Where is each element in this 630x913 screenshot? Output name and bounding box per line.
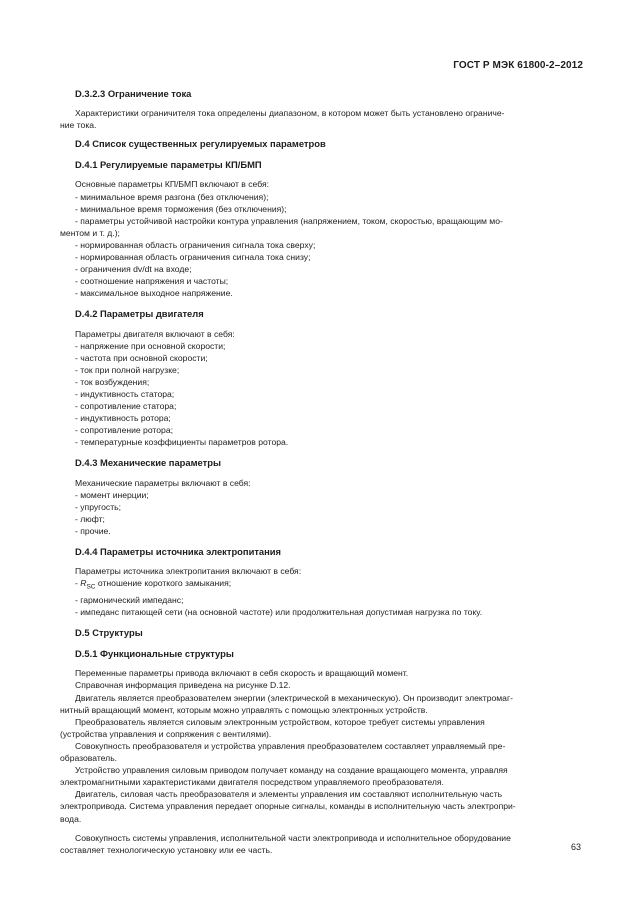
- list-item: - упругость;: [75, 501, 122, 512]
- list-intro: Механические параметры включают в себя:: [75, 477, 251, 488]
- list-item: - импеданс питающей сети (на основной частоте) или продолжительная допустимая нагрузка по току.: [75, 607, 483, 618]
- section-heading-d43: D.4.3 Механические параметры: [75, 457, 221, 469]
- section-heading-d42: D.4.2 Параметры двигателя: [75, 308, 204, 320]
- list-item: - максимальное выходное напряжение.: [75, 288, 233, 299]
- paragraph-line: (устройства управления и сопряжения с вентилями).: [60, 728, 272, 739]
- list-item: - параметры устойчивой настройки контура управления (напряжением, током, скоростью, вращающим мо-: [75, 215, 503, 226]
- paragraph-line: Переменные параметры привода включают в себя скорость и вращающий момент.: [75, 668, 409, 679]
- list-item: - соотношение напряжения и частоты;: [75, 276, 229, 287]
- list-item: - прочие.: [75, 525, 111, 536]
- list-item-rsc: [75, 577, 583, 594]
- rsc-text: отношение короткого замыкания;: [95, 578, 232, 589]
- paragraph-line: Двигатель, силовая часть преобразователя и элементы управления им составляют исполнительную часть: [75, 789, 503, 800]
- list-item: - момент инерции;: [75, 489, 149, 500]
- section-heading-d41: D.4.1 Регулируемые параметры КП/БМП: [75, 159, 262, 171]
- paragraph-line: Характеристики ограничителя тока определены диапазоном, в котором может быть установлено ограниче-: [75, 108, 505, 119]
- list-item: - температурные коэффициенты параметров ротора.: [75, 437, 289, 448]
- list-item: - сопротивление статора;: [75, 401, 177, 412]
- list-intro: Параметры источника электропитания включают в себя:: [75, 566, 302, 577]
- document-body: [60, 88, 583, 856]
- paragraph-line: Преобразователь является силовым электронным устройством, которое требует системы управления: [75, 716, 485, 727]
- paragraph-line: составляет технологическую установку или ее часть.: [60, 844, 273, 855]
- list-item: - индуктивность статора;: [75, 388, 175, 399]
- paragraph-line: нитный вращающий момент, которым можно управлять с помощью электронных устройств.: [60, 704, 428, 715]
- paragraph-line: ние тока.: [60, 120, 97, 131]
- paragraph-line: Двигатель является преобразователем энергии (электрической в механическую). Он производит электромаг-: [75, 692, 513, 703]
- list-item: - сопротивление ротора;: [75, 425, 173, 436]
- section-heading-d44: D.4.4 Параметры источника электропитания: [75, 546, 282, 557]
- list-item: - гармонический импеданс;: [75, 595, 184, 605]
- list-item: - нормированная область ограничения сигнала тока снизу;: [75, 252, 311, 263]
- paragraph-line: Совокупность системы управления, исполнительной части электропривода и исполнительное оборудование: [75, 832, 511, 843]
- page-number: 63: [571, 842, 582, 852]
- paragraph-line: Справочная информация приведена на рисунке D.12.: [75, 680, 291, 691]
- paragraph-line: Совокупность преобразователя и устройства управления преобразователем составляет управляемый пре-: [75, 740, 506, 751]
- list-item-continuation: ментом и т. д.);: [60, 227, 120, 238]
- list-item: - частота при основной скорости;: [75, 352, 208, 363]
- paragraph-line: электропривода. Система управления передает опорные сигналы, команды в исполнительную часть электропри-: [60, 801, 516, 812]
- paragraph-line: Устройство управления силовым приводом получает команду на создание вращающего момента, управляя: [75, 765, 508, 776]
- list-item: - ограничения dv/dt на входе;: [75, 264, 192, 275]
- list-item: - ток возбуждения;: [75, 376, 150, 387]
- list-item: - минимальное время торможения (без отключения);: [75, 203, 287, 214]
- paragraph-line: вода.: [60, 813, 82, 824]
- paragraph-line: образователь.: [60, 753, 118, 764]
- section-heading-d4: D.4 Список существенных регулируемых параметров: [75, 138, 326, 150]
- list-item: - минимальное время разгона (без отключения);: [75, 191, 269, 202]
- paragraph-line: электромагнитными характеристиками двигателя посредством управляемого преобразователя.: [60, 777, 444, 788]
- list-item: - индуктивность ротора;: [75, 413, 171, 424]
- list-item: - нормированная область ограничения сигнала тока сверху;: [75, 239, 316, 250]
- section-heading-d323: D.3.2.3 Ограничение тока: [75, 88, 192, 99]
- section-heading-d5: D.5 Структуры: [75, 627, 143, 639]
- document-standard-header: ГОСТ Р МЭК 61800-2–2012: [453, 60, 583, 71]
- list-item: - напряжение при основной скорости;: [75, 340, 226, 351]
- list-intro: Основные параметры КП/БМП включают в себя:: [75, 179, 270, 190]
- section-heading-d51: D.5.1 Функциональные структуры: [75, 648, 234, 660]
- rsc-prefix: -: [75, 578, 81, 589]
- list-intro: Параметры двигателя включают в себя:: [75, 328, 235, 339]
- list-item: - люфт;: [75, 513, 105, 524]
- rsc-symbol: R: [80, 578, 87, 589]
- list-item: - ток при полной нагрузке;: [75, 364, 180, 375]
- rsc-subscript: SC: [86, 583, 96, 591]
